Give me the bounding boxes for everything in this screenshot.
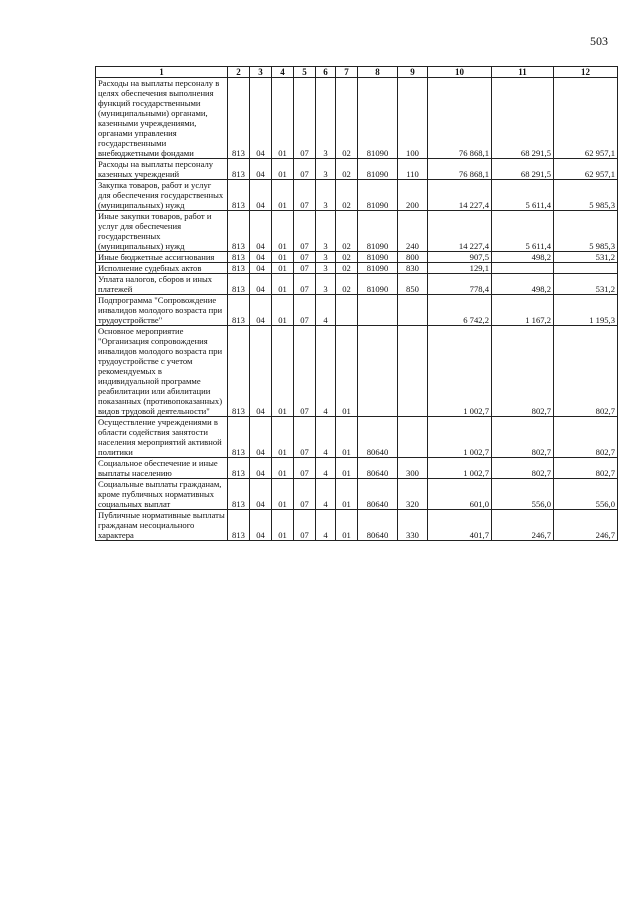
cell-code: 01 (272, 252, 294, 263)
cell-code: 813 (228, 180, 250, 211)
cell-amount: 5 985,3 (554, 180, 618, 211)
column-header: 2 (228, 67, 250, 78)
cell-code: 04 (250, 510, 272, 541)
cell-amount: 1 002,7 (428, 417, 492, 458)
cell-code: 04 (250, 417, 272, 458)
cell-amount: 62 957,1 (554, 159, 618, 180)
cell-code: 01 (272, 263, 294, 274)
cell-code: 01 (336, 417, 358, 458)
column-header: 8 (358, 67, 398, 78)
cell-amount: 1 167,2 (492, 295, 554, 326)
cell-code: 81090 (358, 274, 398, 295)
row-description: Социальные выплаты гражданам, кроме публичных нормативных социальных выплат (96, 479, 228, 510)
cell-amount: 62 957,1 (554, 78, 618, 159)
cell-amount: 907,5 (428, 252, 492, 263)
cell-code: 300 (398, 458, 428, 479)
cell-code: 80640 (358, 417, 398, 458)
cell-code: 81090 (358, 78, 398, 159)
cell-code: 01 (272, 211, 294, 252)
cell-code: 07 (294, 417, 316, 458)
cell-code: 330 (398, 510, 428, 541)
cell-amount: 802,7 (492, 458, 554, 479)
cell-code: 07 (294, 274, 316, 295)
table-row (96, 180, 618, 211)
column-header: 3 (250, 67, 272, 78)
table-row (96, 479, 618, 510)
cell-code: 01 (272, 78, 294, 159)
table-row (96, 510, 618, 541)
cell-amount: 401,7 (428, 510, 492, 541)
cell-amount: 76 868,1 (428, 159, 492, 180)
cell-code: 813 (228, 211, 250, 252)
cell-amount: 14 227,4 (428, 180, 492, 211)
cell-code (358, 326, 398, 417)
page-number: 503 (590, 34, 608, 48)
cell-code: 80640 (358, 479, 398, 510)
cell-code: 813 (228, 78, 250, 159)
cell-code: 813 (228, 479, 250, 510)
cell-code: 04 (250, 479, 272, 510)
cell-code: 3 (316, 159, 336, 180)
cell-code: 02 (336, 159, 358, 180)
cell-code: 813 (228, 295, 250, 326)
cell-amount: 802,7 (554, 417, 618, 458)
cell-amount: 1 195,3 (554, 295, 618, 326)
row-description: Социальное обеспечение и иные выплаты населению (96, 458, 228, 479)
cell-code: 3 (316, 180, 336, 211)
cell-code: 81090 (358, 263, 398, 274)
row-description: Публичные нормативные выплаты гражданам несоциального характера (96, 510, 228, 541)
row-description: Подпрограмма "Сопровождение инвалидов молодого возраста при трудоустройстве" (96, 295, 228, 326)
cell-code: 813 (228, 263, 250, 274)
cell-code: 07 (294, 180, 316, 211)
column-header: 9 (398, 67, 428, 78)
cell-amount: 246,7 (492, 510, 554, 541)
column-header: 5 (294, 67, 316, 78)
cell-code: 02 (336, 252, 358, 263)
column-header: 4 (272, 67, 294, 78)
cell-code: 07 (294, 263, 316, 274)
table-header-row (96, 67, 618, 78)
cell-amount: 14 227,4 (428, 211, 492, 252)
cell-code: 01 (272, 180, 294, 211)
table-row (96, 211, 618, 252)
column-header: 10 (428, 67, 492, 78)
table-row (96, 274, 618, 295)
row-description: Иные закупки товаров, работ и услуг для обеспечения государственных (муниципальных) нужд (96, 211, 228, 252)
cell-code: 4 (316, 326, 336, 417)
cell-code: 3 (316, 211, 336, 252)
cell-code: 01 (336, 326, 358, 417)
cell-code (358, 295, 398, 326)
cell-amount: 246,7 (554, 510, 618, 541)
cell-code: 04 (250, 326, 272, 417)
cell-code: 813 (228, 274, 250, 295)
cell-code: 01 (336, 510, 358, 541)
cell-code: 07 (294, 479, 316, 510)
cell-code: 813 (228, 510, 250, 541)
cell-code: 4 (316, 458, 336, 479)
cell-code: 4 (316, 295, 336, 326)
cell-amount: 498,2 (492, 252, 554, 263)
cell-code: 04 (250, 180, 272, 211)
row-description: Закупка товаров, работ и услуг для обеспечения государственных (муниципальных) нужд (96, 180, 228, 211)
cell-code: 04 (250, 159, 272, 180)
row-description: Уплата налогов, сборов и иных платежей (96, 274, 228, 295)
cell-code: 07 (294, 252, 316, 263)
cell-code: 813 (228, 159, 250, 180)
cell-amount: 556,0 (554, 479, 618, 510)
cell-code: 02 (336, 211, 358, 252)
cell-code: 110 (398, 159, 428, 180)
table-row (96, 252, 618, 263)
row-description: Исполнение судебных актов (96, 263, 228, 274)
table-row (96, 326, 618, 417)
cell-code (336, 295, 358, 326)
cell-code: 07 (294, 295, 316, 326)
cell-code (398, 295, 428, 326)
cell-code: 81090 (358, 159, 398, 180)
cell-code: 80640 (358, 458, 398, 479)
row-description: Расходы на выплаты персоналу казенных учреждений (96, 159, 228, 180)
cell-code: 4 (316, 417, 336, 458)
table-row (96, 263, 618, 274)
cell-amount: 5 985,3 (554, 211, 618, 252)
cell-amount: 802,7 (492, 417, 554, 458)
budget-table (95, 66, 618, 541)
cell-amount: 802,7 (554, 326, 618, 417)
cell-code: 81090 (358, 211, 398, 252)
cell-amount (554, 263, 618, 274)
cell-code (398, 417, 428, 458)
column-header: 1 (96, 67, 228, 78)
cell-code: 01 (272, 274, 294, 295)
cell-amount: 129,1 (428, 263, 492, 274)
cell-code: 01 (272, 510, 294, 541)
column-header: 6 (316, 67, 336, 78)
cell-code: 01 (336, 458, 358, 479)
cell-code: 01 (272, 458, 294, 479)
cell-amount: 531,2 (554, 274, 618, 295)
cell-code: 04 (250, 458, 272, 479)
cell-amount: 556,0 (492, 479, 554, 510)
cell-code: 3 (316, 274, 336, 295)
cell-amount: 531,2 (554, 252, 618, 263)
cell-code: 02 (336, 78, 358, 159)
row-description: Иные бюджетные ассигнования (96, 252, 228, 263)
cell-code: 04 (250, 252, 272, 263)
table-row (96, 295, 618, 326)
cell-code: 01 (272, 417, 294, 458)
cell-code: 02 (336, 274, 358, 295)
cell-code: 200 (398, 180, 428, 211)
cell-amount: 601,0 (428, 479, 492, 510)
cell-code: 07 (294, 510, 316, 541)
cell-code: 01 (272, 326, 294, 417)
cell-amount: 778,4 (428, 274, 492, 295)
cell-code: 240 (398, 211, 428, 252)
cell-code: 04 (250, 78, 272, 159)
row-description: Осуществление учреждениями в области содействия занятости населения мероприятий активной политики (96, 417, 228, 458)
cell-code (398, 326, 428, 417)
cell-code: 813 (228, 417, 250, 458)
cell-code: 04 (250, 263, 272, 274)
cell-code: 813 (228, 252, 250, 263)
cell-code: 07 (294, 211, 316, 252)
cell-code: 07 (294, 458, 316, 479)
cell-code: 320 (398, 479, 428, 510)
cell-code: 04 (250, 211, 272, 252)
cell-code: 07 (294, 159, 316, 180)
cell-code: 813 (228, 458, 250, 479)
cell-code: 01 (336, 479, 358, 510)
cell-code: 3 (316, 263, 336, 274)
cell-code: 04 (250, 295, 272, 326)
cell-amount: 802,7 (554, 458, 618, 479)
cell-code: 813 (228, 326, 250, 417)
cell-code: 830 (398, 263, 428, 274)
cell-amount: 5 611,4 (492, 180, 554, 211)
cell-code: 80640 (358, 510, 398, 541)
cell-amount: 1 002,7 (428, 458, 492, 479)
cell-code: 02 (336, 263, 358, 274)
cell-amount: 498,2 (492, 274, 554, 295)
cell-amount: 802,7 (492, 326, 554, 417)
cell-code: 01 (272, 295, 294, 326)
cell-code: 3 (316, 78, 336, 159)
cell-code: 81090 (358, 180, 398, 211)
table-row (96, 417, 618, 458)
cell-code: 01 (272, 159, 294, 180)
cell-code: 850 (398, 274, 428, 295)
cell-amount: 6 742,2 (428, 295, 492, 326)
cell-amount: 68 291,5 (492, 78, 554, 159)
cell-code: 800 (398, 252, 428, 263)
row-description: Основное мероприятие "Организация сопровождения инвалидов молодого возраста при трудоустройстве с учетом рекомендуемых в индивидуальной программе реабилитации или абилитации показанных (противопоказанных) видов трудовой деятельности" (96, 326, 228, 417)
table-row (96, 458, 618, 479)
cell-amount (492, 263, 554, 274)
cell-code: 07 (294, 78, 316, 159)
cell-amount: 1 002,7 (428, 326, 492, 417)
cell-code: 81090 (358, 252, 398, 263)
column-header: 12 (554, 67, 618, 78)
cell-amount: 68 291,5 (492, 159, 554, 180)
cell-code: 02 (336, 180, 358, 211)
cell-amount: 5 611,4 (492, 211, 554, 252)
cell-amount: 76 868,1 (428, 78, 492, 159)
cell-code: 04 (250, 274, 272, 295)
cell-code: 01 (272, 479, 294, 510)
table-row (96, 78, 618, 159)
cell-code: 3 (316, 252, 336, 263)
cell-code: 4 (316, 510, 336, 541)
column-header: 11 (492, 67, 554, 78)
table-row (96, 159, 618, 180)
column-header: 7 (336, 67, 358, 78)
cell-code: 07 (294, 326, 316, 417)
cell-code: 4 (316, 479, 336, 510)
cell-code: 100 (398, 78, 428, 159)
row-description: Расходы на выплаты персоналу в целях обеспечения выполнения функций государственными (муниципальными) органами, казенными учреждениями, органами управления государственными внебюджетными фондами (96, 78, 228, 159)
